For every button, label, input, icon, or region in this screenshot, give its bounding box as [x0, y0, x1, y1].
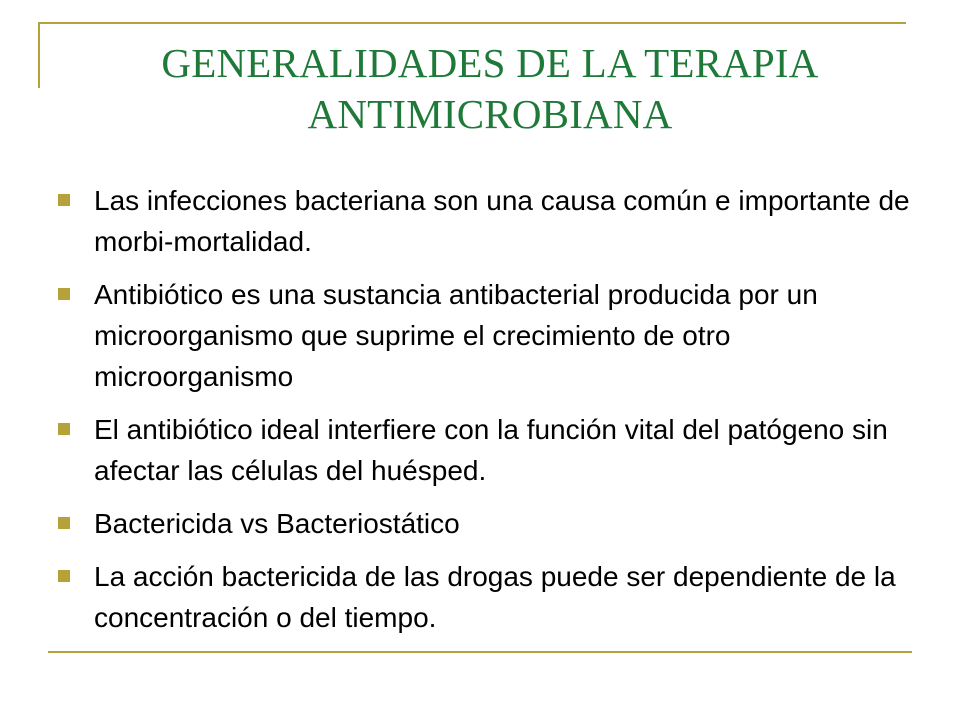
bullet-item	[58, 503, 918, 544]
square-bullet-icon	[58, 517, 70, 529]
square-bullet-icon	[58, 570, 70, 582]
bullet-item	[58, 409, 918, 491]
square-bullet-icon	[58, 288, 70, 300]
square-bullet-icon	[58, 194, 70, 206]
slide-title	[60, 38, 920, 140]
slide-title-line-2: ANTIMICROBIANA	[307, 91, 673, 137]
frame-bottom-line	[48, 651, 912, 653]
bullet-item	[58, 556, 918, 638]
slide-title-line-1: GENERALIDADES DE LA TERAPIA	[161, 40, 819, 86]
bullet-text: Bactericida vs Bacteriostático	[94, 508, 460, 539]
bullet-list	[58, 180, 918, 650]
bullet-text: Las infecciones bacteriana son una causa común e importante de morbi-mortalidad.	[94, 185, 910, 257]
bullet-item	[58, 180, 918, 262]
bullet-text: El antibiótico ideal interfiere con la función vital del patógeno sin afectar las células del huésped.	[94, 414, 888, 486]
bullet-item	[58, 274, 918, 397]
bullet-text: La acción bactericida de las drogas puede ser dependiente de la concentración o del tiempo.	[94, 561, 896, 633]
square-bullet-icon	[58, 423, 70, 435]
bullet-text: Antibiótico es una sustancia antibacterial producida por un microorganismo que suprime el crecimiento de otro microorganismo	[94, 279, 818, 392]
frame-top-line	[38, 22, 906, 24]
frame-left-line	[38, 22, 40, 88]
